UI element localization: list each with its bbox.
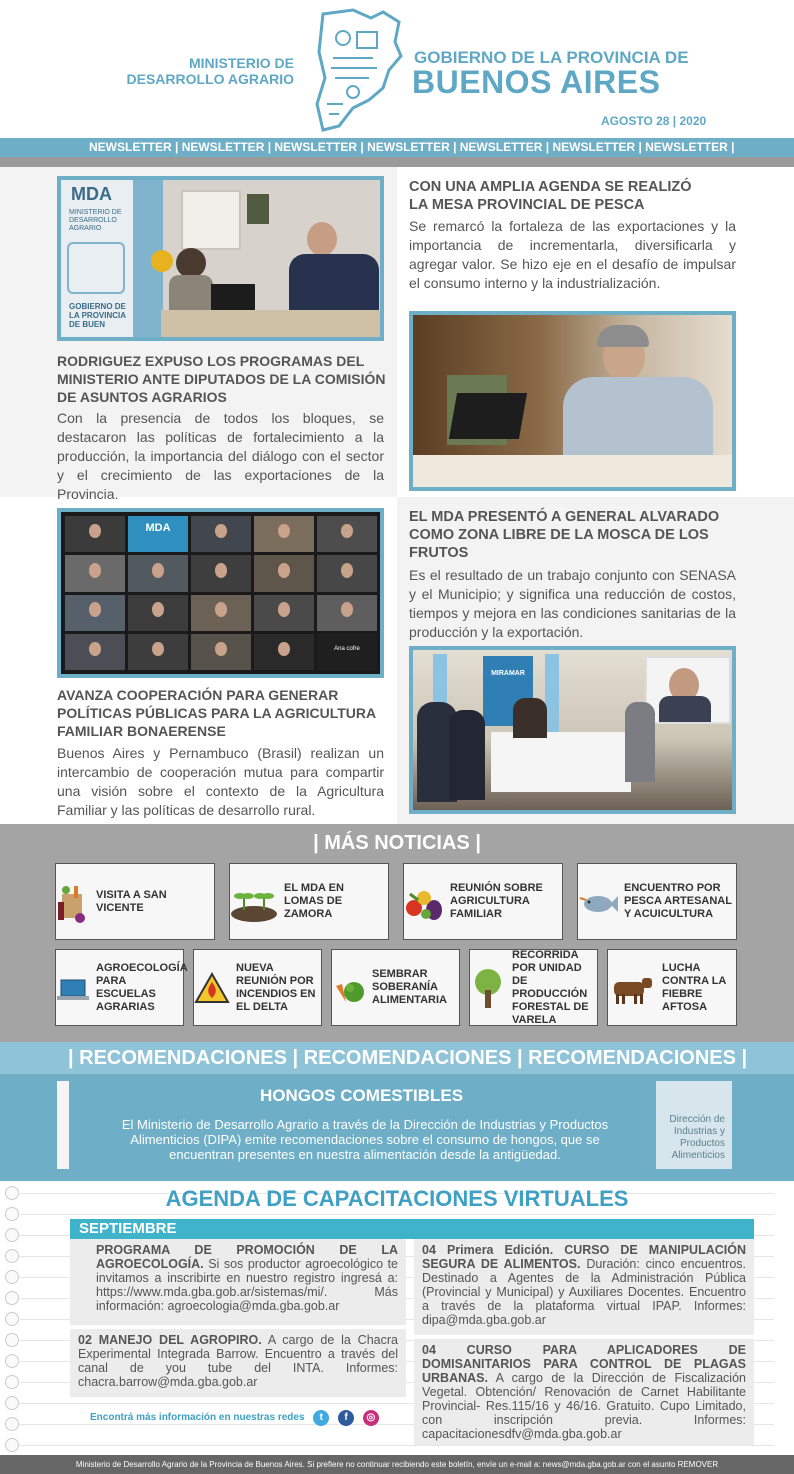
news-box-incendios-delta[interactable] [193,949,322,1026]
notebook-line [20,1214,774,1215]
event-body: A cargo de la Dirección de Fiscalización Vegetal. Obtención/ Renovación de Carnet Habilitante Provincial- Res.115/16 y 46/16. Gratuito. Cupo Limitado, con inscripción previa. Informes: capacitacionesdfv@mda.gba.gob.ar [422,1371,746,1441]
laptop-icon [56,966,90,1010]
province-map-logo [313,8,405,132]
video-tile [191,555,251,591]
video-tile [317,634,377,670]
participant-head [278,524,290,539]
news-box-label: VISITA A SAN VICENTE [96,888,167,914]
notebook-line [20,1445,774,1446]
more-news-title: | MÁS NOTICIAS | [313,832,481,854]
agenda-event-1[interactable] [70,1239,406,1325]
article-3-photo[interactable] [57,508,384,678]
ministry-line2: DESARROLLO AGRARIO [126,71,294,87]
article-3-title[interactable]: AVANZA COOPERACIÓN PARA GENERAR POLÍTICAS PÚBLICAS PARA LA AGRICULTURA FAMILIAR BONAERENSE [57,687,376,739]
cow-icon [608,966,656,1010]
event-title: Primera Edición. CURSO DE MANIPULACIÓN SEGURA DE ALIMENTOS. [422,1243,746,1271]
event-body: A cargo de la Chacra Experimental Integrada Barrow. Encuentro a través del canal de you tube del INTA. Informes: chacra.barrow@mda.gba.gob.ar [78,1333,398,1389]
recommendations-accent [57,1081,69,1169]
article-1-body: Con la presencia de todos los bloques, se destacaron las políticas de fortalecimiento a la producción, la importancia del diálogo con el sector y el crecimiento de las exportaciones de la Provincia. [57,410,384,502]
social-text: Encontrá más información en nuestras redes [90,1412,305,1423]
news-box-label: LUCHA CONTRA LA FIEBRE AFTOSA [662,961,726,1013]
event-day: 04 [422,1243,436,1257]
news-box-label: REUNIÓN SOBRE AGRICULTURA FAMILIAR [450,882,543,920]
participant-head [152,602,164,617]
agenda-event-2[interactable] [70,1329,406,1397]
agenda-event-3[interactable] [414,1239,754,1335]
participant-head [278,563,290,578]
vegetables-icon [404,880,444,924]
notebook-ring [5,1417,19,1431]
video-tile [65,555,125,591]
facebook-icon[interactable]: f [338,1410,354,1426]
notebook-ring [5,1375,19,1389]
participant-head [152,642,164,657]
tree-icon [470,966,506,1010]
mda-tile-logo: MDA [145,522,171,534]
government-line2: BUENOS AIRES [412,64,661,100]
video-tile [317,555,377,591]
participant-head [215,524,227,539]
participant-head [215,563,227,578]
article-1-title[interactable]: RODRIGUEZ EXPUSO LOS PROGRAMAS DEL MINISTERIO ANTE DIPUTADOS DE LA COMISIÓN DE ASUNTOS AGRARIOS [57,353,386,405]
news-box-san-vicente[interactable] [55,863,215,940]
recommendation-source-box: Dirección de Industrias y Productos Alimenticios [656,1081,732,1169]
article-2-photo[interactable] [409,311,736,491]
news-box-soberania-alimentaria[interactable] [331,949,460,1026]
news-box-label: ENCUENTRO POR PESCA ARTESANAL Y ACUICULTURA [624,882,732,920]
article-1-photo[interactable] [57,176,384,341]
video-tile [254,595,314,631]
video-call-grid [65,516,377,670]
video-tile [191,595,251,631]
video-tile [254,555,314,591]
participant-head [341,602,353,617]
video-tile [128,516,188,552]
participant-head [215,642,227,657]
video-tile [254,634,314,670]
participant-head [215,602,227,617]
agenda-event-4[interactable] [414,1339,754,1445]
participant-head [278,602,290,617]
notebook-ring [5,1396,19,1410]
miramar-banner: MIRAMAR [483,656,533,726]
fish-icon [578,880,618,924]
government-line1: GOBIERNO DE LA PROVINCIA DE [414,48,689,67]
tile-name-label: Ana cofre [334,645,360,652]
ministry-line1: MINISTERIO DE [188,55,294,71]
event-body: Si sos productor agroecológico te invitamos a inscribirte en nuestro registro ingresá a: https://www.mda.gba.gob.ar/sistemas/mi/. Más información: agroecologia@mda.gba.gob.ar [96,1257,398,1313]
mda-banner-subtitle: MINISTERIO DE DESARROLLO AGRARIO [69,209,122,232]
fire-warning-icon [194,966,230,1010]
seedling-icon [230,880,278,924]
video-tile [317,595,377,631]
event-title: PROGRAMA DE PROMOCIÓN DE LA AGROECOLOGÍA. [96,1243,398,1271]
video-tile [128,595,188,631]
news-box-agricultura-familiar[interactable] [403,863,563,940]
event-body: Duración: cinco encuentros. Destinado a Agentes de la Administración Pública (Provincial y Municipal) y Auxiliares Docentes. Encuentro a través de la plataforma virtual IPAP. Informes: dipa@mda.gba.gob.ar [422,1257,747,1327]
article-2-body: Se remarcó la fortaleza de las exportaciones y la importancia de incrementarla, diversificarla y agregar valor. Se hizo eje en el desafío de impulsar el consumo interno y la industrialización. [409,218,736,291]
mda-banner-bottom: GOBIERNO DE LA PROVINCIA DE BUEN [69,302,126,329]
news-box-label: AGROECOLOGÍA PARA ESCUELAS AGRARIAS [96,961,188,1013]
notebook-ring [5,1270,19,1284]
event-title: MANEJO DEL AGROPIRO. [98,1333,262,1347]
video-tile [191,634,251,670]
agenda-title: AGENDA DE CAPACITACIONES VIRTUALES [165,1186,629,1211]
ministry-name [127,55,294,87]
twitter-icon[interactable]: t [313,1410,329,1426]
participant-head [341,563,353,578]
participant-head [152,563,164,578]
notebook-ring [5,1312,19,1326]
event-day: 02 [78,1333,92,1347]
video-tile [128,634,188,670]
recommendations-bar: | RECOMENDACIONES | RECOMENDACIONES | RECOMENDACIONES | [0,1042,794,1074]
newsletter-date: AGOSTO 28 | 2020 [601,114,707,128]
participant-head [341,524,353,539]
newsletter-bar: NEWSLETTER | NEWSLETTER | NEWSLETTER | NEWSLETTER | NEWSLETTER | NEWSLETTER | NEWSLETTER | [0,138,794,157]
video-tile [65,634,125,670]
article-2-title[interactable]: CON UNA AMPLIA AGENDA SE REALIZÓ LA MESA PROVINCIAL DE PESCA [409,179,692,213]
agenda-month: SEPTIEMBRE [70,1219,754,1239]
video-tile [65,595,125,631]
instagram-icon[interactable]: ◎ [363,1410,379,1426]
participant-head [89,563,101,578]
event-title: CURSO PARA APLICADORES DE DOMISANITARIOS PARA CONTROL DE PLAGAS URBANAS. [422,1343,746,1385]
mda-banner [61,180,133,337]
news-box-label: SEMBRAR SOBERANÍA ALIMENTARIA [372,968,447,1006]
article-4-title[interactable]: EL MDA PRESENTÓ A GENERAL ALVARADO COMO ZONA LIBRE DE LA MOSCA DE LOS FRUTOS [409,509,720,561]
mda-banner-logo: MDA [71,184,112,204]
notebook-ring [5,1354,19,1368]
video-tile [254,516,314,552]
grocery-bag-icon [56,880,90,924]
notebook-ring [5,1438,19,1452]
participant-head [89,602,101,617]
news-box-label: EL MDA EN LOMAS DE ZAMORA [284,882,344,920]
news-box-forestal-varela[interactable] [469,949,598,1026]
vegetables-icon [332,966,366,1010]
video-tile [191,516,251,552]
news-box-pesca-artesanal[interactable] [577,863,737,940]
news-box-agroecologia[interactable] [55,949,188,1026]
social-links [90,1410,379,1426]
news-box-lomas-de-zamora[interactable] [229,863,389,940]
article-3-body: Buenos Aires y Pernambuco (Brasil) realizan un intercambio de cooperación mutua para compartir una visión sobre el contexto de la Agricultura Familiar y las políticas de desarrollo rural. [57,745,384,818]
video-tile [65,516,125,552]
divider [0,157,794,167]
article-4-body: Es el resultado de un trabajo conjunto con SENASA y el Municipio; y significa una reducción de costos, tiempos y mejora en las condiciones sanitarias de la producción y la exportación. [409,567,736,640]
article-4-photo[interactable] [409,646,736,814]
participant-head [278,642,290,657]
event-day: 04 [422,1343,436,1357]
news-box-label: RECORRIDA POR UNIDAD DE PRODUCCIÓN FORESTAL DE VARELA [512,948,589,1026]
notebook-ring [5,1228,19,1242]
video-tile [128,555,188,591]
footer: Ministerio de Desarrollo Agrario de la Provincia de Buenos Aires. Si prefiere no continuar recibiendo este boletín, envíe un e-mail a: news@mda.gba.gob.ar con el asunto REMOVER [0,1455,794,1474]
notebook-ring [5,1291,19,1305]
news-box-fiebre-aftosa[interactable] [607,949,737,1026]
news-box-label: NUEVA REUNIÓN POR INCENDIOS EN EL DELTA [236,961,316,1013]
notebook-ring [5,1249,19,1263]
notebook-ring [5,1333,19,1347]
participant-head [89,524,101,539]
recommendation-title[interactable]: HONGOS COMESTIBLES [260,1086,464,1105]
video-tile [317,516,377,552]
participant-head [89,642,101,657]
recommendation-text: El Ministerio de Desarrollo Agrario a través de la Dirección de Industrias y Productos Alimenticios (DIPA) emite recomendaciones sobre el consumo de hongos, que se encuentran presentes en nuestra alimentación desde la antigüedad. [121,1117,609,1162]
